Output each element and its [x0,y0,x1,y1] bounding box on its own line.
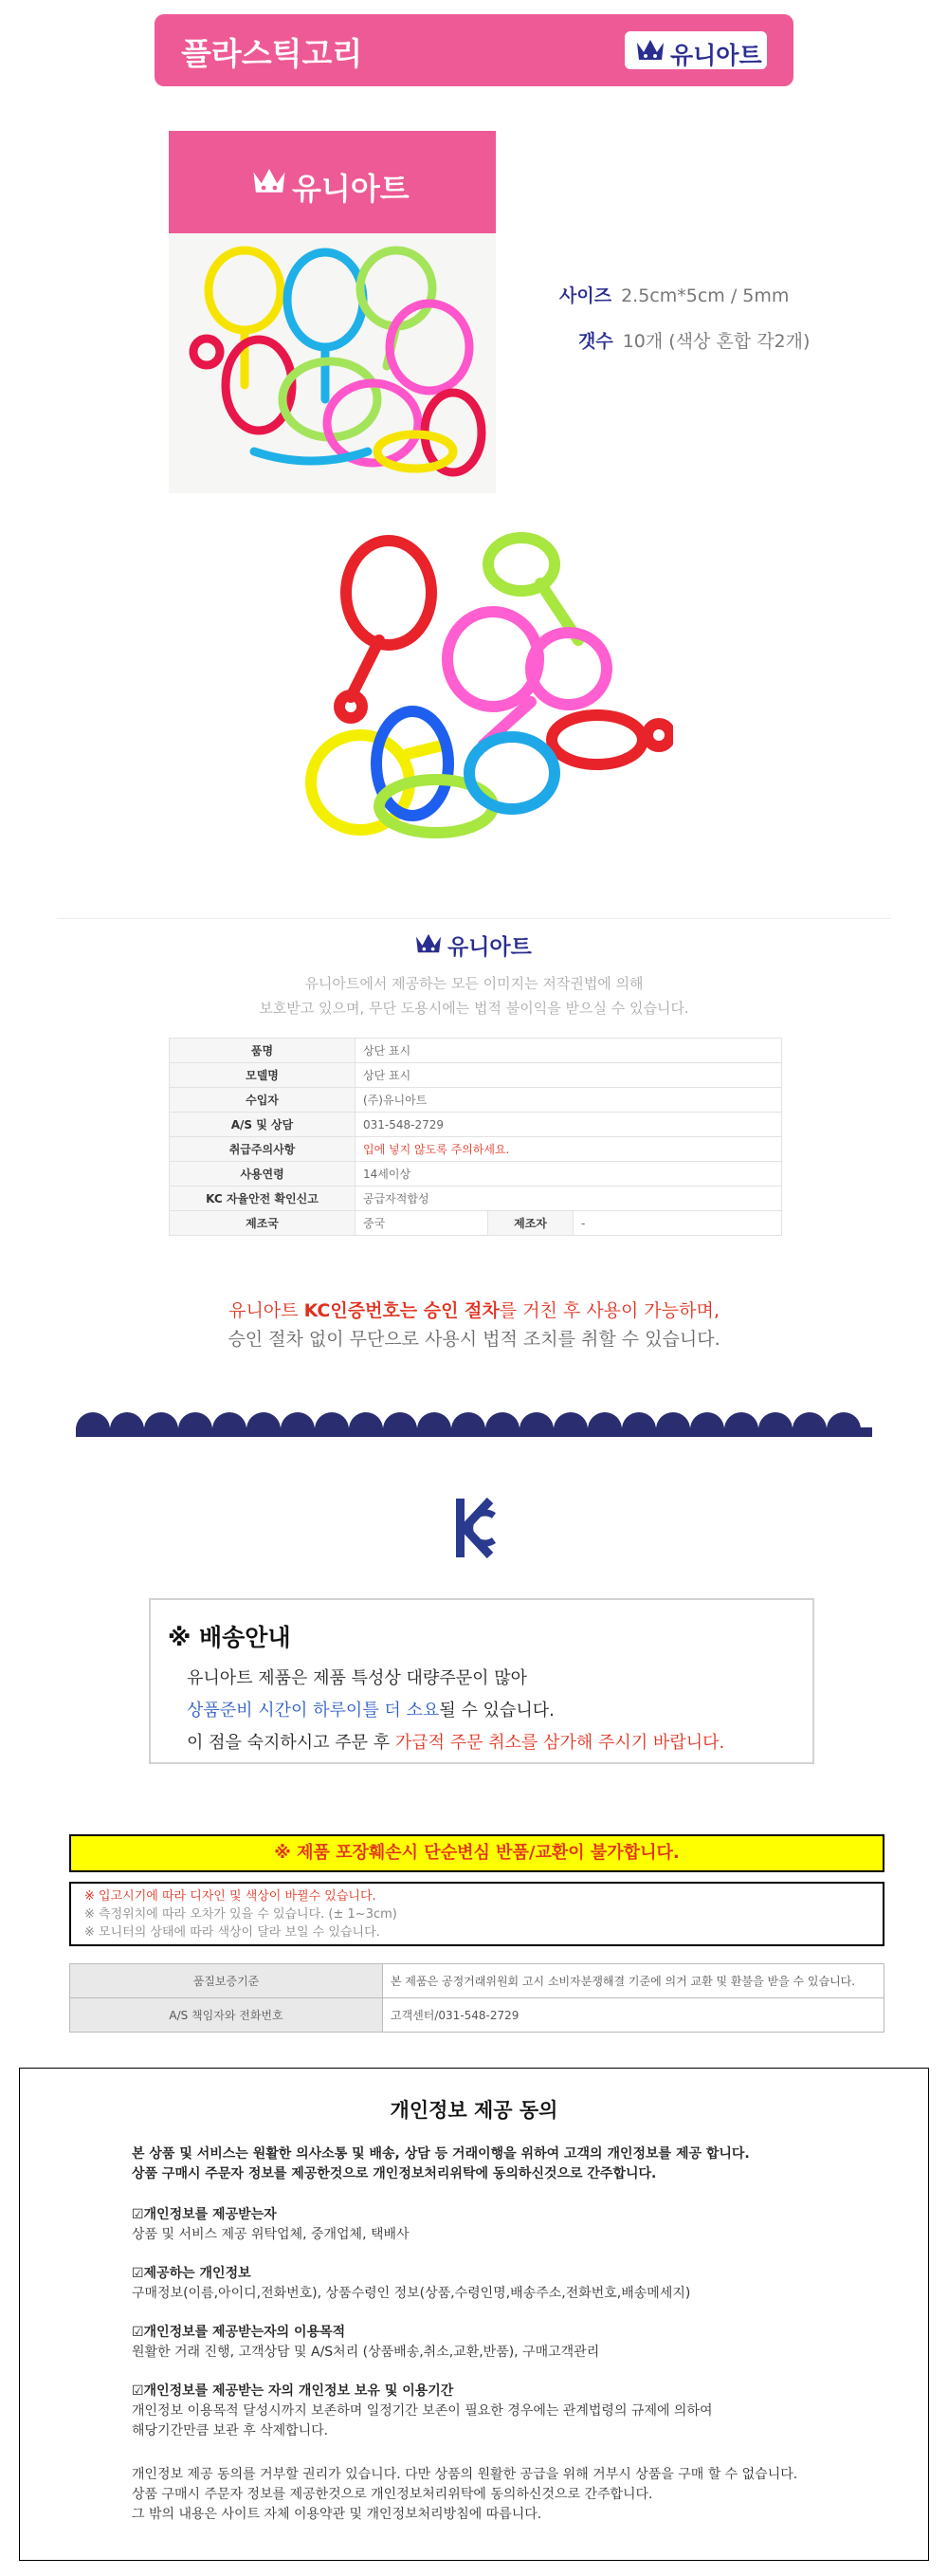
row-label: 수입자 [170,1088,356,1113]
kc-notice-line [0,1297,948,1325]
table-row [170,1187,782,1211]
row-label: A/S 책임자와 전화번호 [70,1998,383,2033]
table-row [70,1998,884,2033]
copyright-line: 유니아트에서 제공하는 모든 이미지는 저작권법에 의해 [304,975,644,992]
size-label: 사이즈 [559,285,612,306]
table-row [170,1137,782,1162]
count-label: 갯수 [578,331,613,352]
row-label: 취급주의사항 [170,1137,356,1162]
table-row [170,1113,782,1137]
wave-divider [76,1408,872,1437]
crown-icon [634,37,666,64]
shipping-text: 될 수 있습니다. [439,1701,555,1720]
size-value: 2.5cm*5cm / 5mm [621,285,790,306]
shipping-text: 이 점을 숙지하시고 주문 후 [187,1733,395,1753]
package-brand: 유니아트 [292,171,410,207]
spec-list [559,273,810,364]
section-divider [57,918,891,919]
row-label: KC 자율안전 확인신고 [170,1187,356,1211]
shipping-title: ※ 배송안내 [168,1624,291,1651]
row-value: 공급자적합성 [356,1187,782,1211]
shipping-warning: 가급적 주문 취소를 삼가해 주시기 바랍니다. [394,1733,725,1753]
privacy-intro: 상품 구매시 주문자 정보를 제공한것으로 개인정보처리위탁에 동의하신것으로 간주합니다. [132,2166,657,2181]
hooks-photo [294,526,673,839]
hooks-illustration [169,233,496,493]
product-title: 플라스틱고리 [181,35,363,72]
row-value: 상단 표시 [356,1039,782,1063]
row-label: 품명 [170,1039,356,1063]
shipping-line: 유니아트 제품은 제품 특성상 대량주문이 많아 [187,1668,527,1688]
privacy-consent-box [19,2068,929,2561]
row-label: 품질보증기준 [70,1964,383,1998]
kc-notice-line: 승인 절차 없이 무단으로 사용시 법적 조치를 취할 수 있습니다. [228,1329,720,1350]
warnings-box [69,1882,884,1946]
row-label: 제조자 [488,1211,574,1236]
shipping-notice-box [149,1598,814,1764]
table-row [170,1211,782,1236]
brand-logo [625,31,767,69]
privacy-outro: 그 밖의 내용은 사이트 자체 이용약관 및 개인정보처리방침에 따릅니다. [132,2507,542,2522]
privacy-section-title: ☑개인정보를 제공받는자 [132,2207,277,2222]
privacy-section-title: ☑개인정보를 제공받는자의 이용목적 [132,2325,346,2340]
row-label: 제조국 [170,1211,356,1236]
shipping-line [187,1729,724,1754]
notice-brand-name: 유니아트 [447,935,532,960]
privacy-section-title: ☑개인정보를 제공받는 자의 개인정보 보유 및 이용기간 [132,2383,454,2399]
row-value: 입에 넣지 않도록 주의하세요. [356,1137,782,1162]
product-package-image [169,131,496,493]
package-header [169,131,496,233]
warning-line: ※ 모니터의 상태에 따라 색상이 달라 보일 수 있습니다. [84,1925,380,1940]
kc-certification-notice [0,1297,948,1353]
table-row [170,1063,782,1088]
crown-icon [413,931,444,956]
row-label: 사용연령 [170,1162,356,1187]
privacy-title: 개인정보 제공 동의 [390,2099,558,2122]
count-row [559,319,810,364]
copyright-notice [0,971,948,1021]
table-row [70,1964,884,1998]
shipping-highlight: 상품준비 시간이 하루이틀 더 소요 [187,1701,440,1720]
brand-name: 유니아트 [670,42,762,69]
product-info-table [169,1038,782,1236]
privacy-section-body: 개인정보 이용목적 달성시까지 보존하며 일정기간 보존이 필요한 경우에는 관계법령의 규제에 의하여 [132,2403,713,2419]
row-value: 14세이상 [356,1162,782,1187]
privacy-outro: 상품 구매시 주문자 정보를 제공한것으로 개인정보처리위탁에 동의하신것으로 간주합니다. [132,2487,653,2502]
warning-line: ※ 측정위치에 따라 오차가 있을 수 있습니다. (± 1~3cm) [84,1907,397,1922]
table-row [170,1162,782,1187]
privacy-section-body: 원활한 거래 진행, 고객상담 및 A/S처리 (상품배송,취소,교환,반품), 구매고객관리 [132,2345,600,2360]
row-value: 고객센터/031-548-2729 [383,1998,884,2033]
kc-mark-icon [452,1495,498,1561]
privacy-section-body: 상품 및 서비스 제공 위탁업체, 중개업체, 택배사 [132,2227,410,2242]
count-value: 10개 (색상 혼합 각2개) [622,331,811,352]
row-value: 중국 [356,1211,488,1236]
title-bar [155,14,793,86]
warning-line: ※ 입고시기에 따라 디자인 및 색상이 바뀔수 있습니다. [84,1889,376,1904]
privacy-outro: 개인정보 제공 동의를 거부할 권리가 있습니다. 다만 상품의 원활한 공급을 위해 거부시 상품을 구매 할 수 없습니다. [132,2467,798,2482]
row-value: 상단 표시 [356,1063,782,1088]
row-label: 모델명 [170,1063,356,1088]
kc-notice-emphasis: KC인증번호는 승인 절차 [303,1300,500,1321]
row-label: A/S 및 상담 [170,1113,356,1137]
return-policy-banner: ※ 제품 포장훼손시 단순변심 반품/교환이 불가합니다. [69,1834,884,1872]
kc-notice-brand: 유니아트 [228,1300,304,1321]
privacy-section-body: 해당기간만큼 보관 후 삭제합니다. [132,2423,329,2438]
table-row [170,1088,782,1113]
notice-brand-logo [408,928,540,966]
kc-notice-rest: 를 거친 후 사용이 가능하며, [499,1300,720,1321]
row-value: 031-548-2729 [356,1113,782,1137]
size-row [559,273,810,319]
privacy-section-body: 구매정보(이름,아이디,전화번호), 상품수령인 정보(상품,수령인명,배송주소,전화번호,배송메세지) [132,2286,691,2301]
copyright-line: 보호받고 있으며, 무단 도용시에는 법적 불이익을 받으실 수 있습니다. [259,1000,689,1017]
row-value: (주)유니아트 [356,1088,782,1113]
privacy-section-title: ☑제공하는 개인정보 [132,2266,251,2281]
crown-icon [250,165,288,197]
table-row [170,1039,782,1063]
quality-assurance-table [69,1963,884,2033]
row-value: 본 제품은 공정거래위원회 고시 소비자분쟁해결 기준에 의거 교환 및 환불을 받을 수 있습니다. [383,1964,884,1998]
row-value: - [574,1211,782,1236]
privacy-intro: 본 상품 및 서비스는 원활한 의사소통 및 배송, 상담 등 거래이행을 위하여 고객의 개인정보를 제공 합니다. [132,2146,750,2162]
shipping-line [187,1697,555,1721]
